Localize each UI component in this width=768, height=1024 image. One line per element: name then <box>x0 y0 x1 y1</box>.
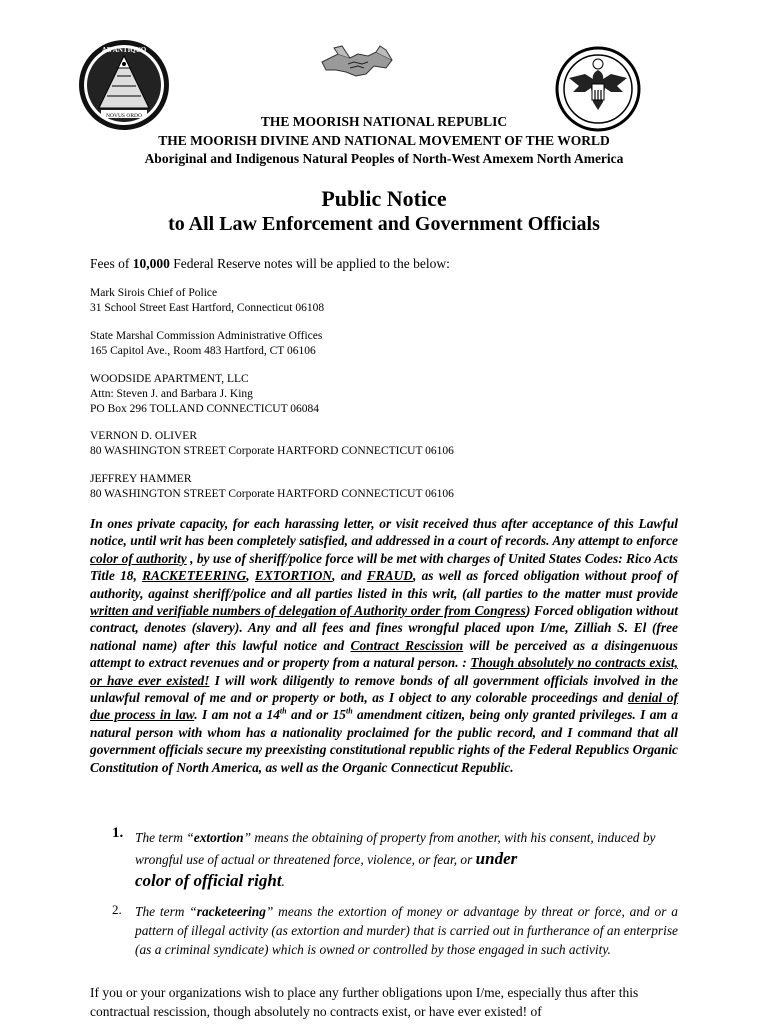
address-line: 31 School Street East Hartford, Connecticut 06108 <box>90 302 325 314</box>
page-subtitle: to All Law Enforcement and Government Officials <box>168 213 600 235</box>
header-line-1: THE MOORISH NATIONAL REPUBLIC <box>260 114 508 129</box>
header-line-2: THE MOORISH DIVINE AND NATIONAL MOVEMENT OF THE WORLD <box>158 133 610 148</box>
address-block <box>90 372 319 417</box>
address-block <box>90 329 322 359</box>
item-text: The term “racketeering” means the extortion of money or advantage by threat or force, and or a pattern of illegal activity (as extortion and murder) that is carried out in furtherance of an enterprise (as a criminal syndicate) which is owned or controlled by those engaged in such activity. <box>135 904 678 957</box>
fees-amount: 10,000 <box>132 256 170 271</box>
item-number: 1. <box>112 825 124 841</box>
closing-paragraph: If you or your organizations wish to place any further obligations upon I/me, especially thus after this contractual rescission, though absolutely no contracts exist, or have ever existed! of <box>90 985 639 1019</box>
page-title: Public Notice <box>321 186 447 211</box>
item-number: 2. <box>112 902 122 917</box>
address-line: 80 WASHINGTON STREET Corporate HARTFORD CONNECTICUT 06106 <box>90 488 454 500</box>
seal-left-motto: AB ANTIQUO <box>101 46 147 54</box>
address-block <box>90 472 454 502</box>
address-line: Mark Sirois Chief of Police <box>90 287 218 299</box>
item-text: The term “extortion” means the obtaining of property from another, with his consent, induced by wrongful use of actual or threatened force, violence, or fear, or under color of official right. <box>135 830 656 890</box>
seal-left-banner: NOVUS ORDO <box>106 113 142 119</box>
address-line: JEFFREY HAMMER <box>90 473 192 485</box>
header-line-3: Aboriginal and Indigenous Natural Peoples of North-West Amexem North America <box>144 151 624 166</box>
handshake-icon <box>320 44 394 82</box>
fees-line: Fees of 10,000 Federal Reserve notes will be applied to the below: <box>90 256 450 271</box>
address-line: VERNON D. OLIVER <box>90 430 198 442</box>
address-line: Attn: Steven J. and Barbara J. King <box>90 388 253 400</box>
address-line: PO Box 296 TOLLAND CONNECTICUT 06084 <box>90 403 320 415</box>
address-line: State Marshal Commission Administrative Offices <box>90 330 323 342</box>
address-block <box>90 429 454 459</box>
notice-paragraph: In ones private capacity, for each harassing letter, or visit received thus after acceptance of this Lawful notice, until writ has been completely satisfied, and addressed in a court of records. Any attempt to enforce color of authority , by use of sheriff/police force will be met with charges of United States Codes: Rico Acts Title 18, RACKETEERING, EXTORTION, and FRAUD, as well as forced obligation without proof of authority, against sheriff/police and all parties listed in this writ, (all parties to the matter must provide written and verifiable numbers of delegation of Authority order from Congress) Forced obligation without contract, denotes (slavery). Any and all fees and fines wrongful placed upon I/me, Zilliah S. El (free national name) after this lawful notice and Contract Rescission will be perceived as a disingenuous attempt to extract revenues and or property from a natural person. : Though absolutely no contracts exist, or have ever existed! I will work diligently to remove bonds of all government officials involved in the unlawful removal of me and or property or both, as I object to any colorable proceedings and denial of due process in law. I am not a 14th and or 15th amendment citizen, being only granted privileges. I am a natural person with whom has a nationality proclaimed for the public record, and I command that all government officials secure my preexisting constitutional republic rights of the Federal Republics Organic Constitution of North America, as well as the Organic Connecticut Republic. <box>90 516 678 775</box>
address-line: WOODSIDE APARTMENT, LLC <box>90 373 249 385</box>
address-line: 165 Capitol Ave., Room 483 Hartford, CT 06106 <box>90 345 316 357</box>
address-block <box>90 286 324 316</box>
address-line: 80 WASHINGTON STREET Corporate HARTFORD CONNECTICUT 06106 <box>90 445 454 457</box>
